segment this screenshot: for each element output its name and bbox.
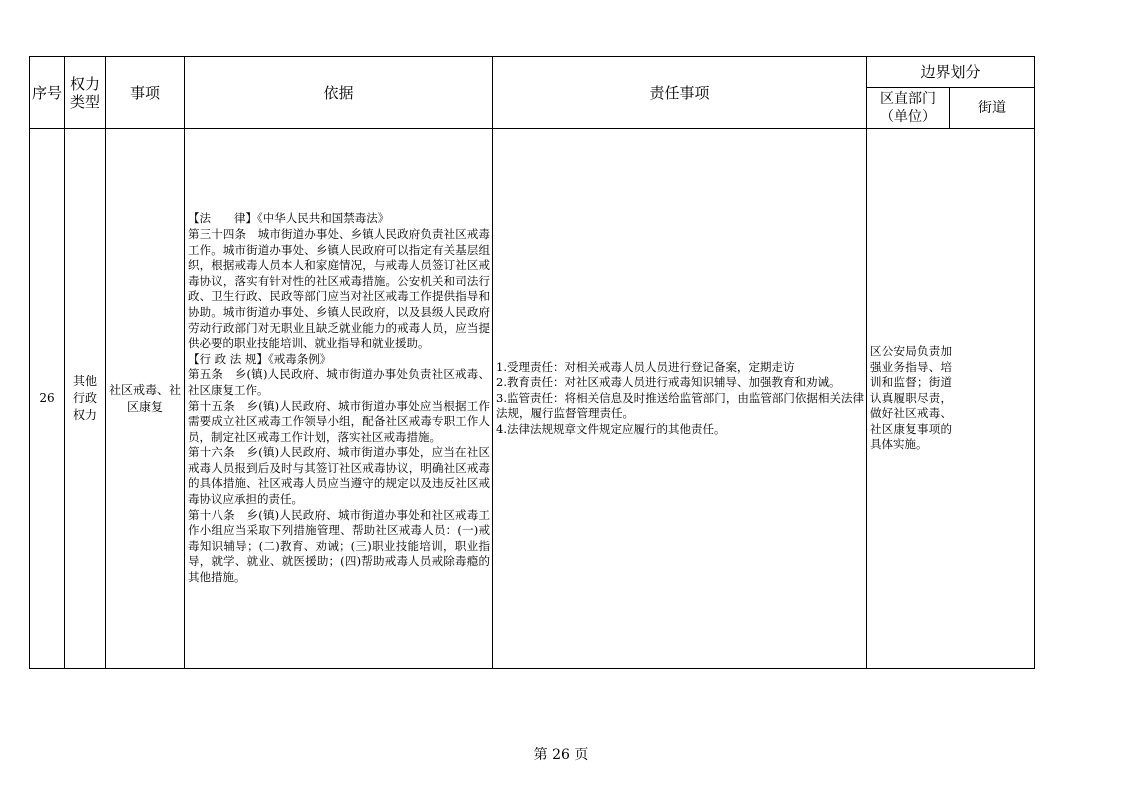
header-district-dept [867,88,950,129]
responsibility-line: 1.受理责任：对相关戒毒人员人员进行登记备案，定期走访 [496,359,795,374]
page-number: 第 26 页 [533,747,589,763]
row-district-dept: 区公安局负责加强业务指导、培训和监督；街道认真履职尽责，做好社区戒毒、社区康复事项的具体实施。 [870,343,953,452]
authority-table [29,56,1035,669]
row-seq: 26 [30,129,65,669]
header-responsibility: 责任事项 [493,57,867,129]
row-boundary [867,129,1035,669]
responsibility-line: 2.教育责任：对社区戒毒人员进行戒毒知识辅导、加强教育和劝诫。 [496,375,841,390]
basis-line: 第五条 乡(镇)人民政府、城市街道办事处负责社区戒毒、社区康复工作。 [188,367,490,397]
basis-line: 【行 政 法 规】《戒毒条例》 [188,351,332,366]
basis-line: 第十六条 乡(镇)人民政府、城市街道办事处，应当在社区戒毒人员报到后及时与其签订社区戒毒协议，明确社区戒毒的具体措施、社区戒毒人员应当遵守的规定以及违反社区戒毒协议应承担的责任。 [188,445,490,507]
row-basis [185,129,493,669]
basis-line: 第十八条 乡(镇)人民政府、城市街道办事处和社区戒毒工作小组应当采取下列措施管理、帮助社区戒毒人员：(一)戒毒知识辅导；(二)教育、劝诫；(三)职业技能培训，职业指导，就学、就业、就医援助；(四)帮助戒毒人员戒除毒瘾的其他措施。 [188,507,490,585]
table-row [30,129,1035,669]
header-seq: 序号 [30,57,65,129]
row-responsibility [493,129,867,669]
header-power-type-text: 权力类型 [69,74,100,111]
header-street: 街道 [950,88,1035,129]
header-district-dept-text: 区直部门（单位） [880,91,936,125]
row-power-type-text: 其他行政权力 [72,374,97,422]
basis-line: 第十五条 乡(镇)人民政府、城市街道办事处应当根据工作需要成立社区戒毒工作领导小组，配备社区戒毒专职工作人员，制定社区戒毒工作计划，落实社区戒毒措施。 [188,398,490,444]
basis-line: 第三十四条 城市街道办事处、乡镇人民政府负责社区戒毒工作。城市街道办事处、乡镇人民政府可以指定有关基层组织，根据戒毒人员本人和家庭情况，与戒毒人员签订社区戒毒协议，落实有针对性的社区戒毒措施。公安机关和司法行政、卫生行政、民政等部门应当对社区戒毒工作提供指导和协助。城市街道办事处、乡镇人民政府，以及县级人民政府劳动行政部门对无职业且缺乏就业能力的戒毒人员，应当提供必要的职业技能培训、就业指导和就业援助。 [188,226,490,351]
header-basis: 依据 [185,57,493,129]
header-item: 事项 [106,57,185,129]
responsibility-line: 4.法律法规规章文件规定应履行的其他责任。 [496,421,726,436]
basis-line: 【法 律】《中华人民共和国禁毒法》 [188,211,390,226]
row-power-type [65,129,106,669]
responsibility-line: 3.监管责任：将相关信息及时推送给监管部门，由监管部门依据相关法律法规，履行监督管理责任。 [496,390,864,421]
header-power-type [65,57,106,129]
header-boundary: 边界划分 [867,57,1035,88]
row-item [106,129,185,669]
row-item-text: 社区戒毒、社区康复 [109,382,182,414]
